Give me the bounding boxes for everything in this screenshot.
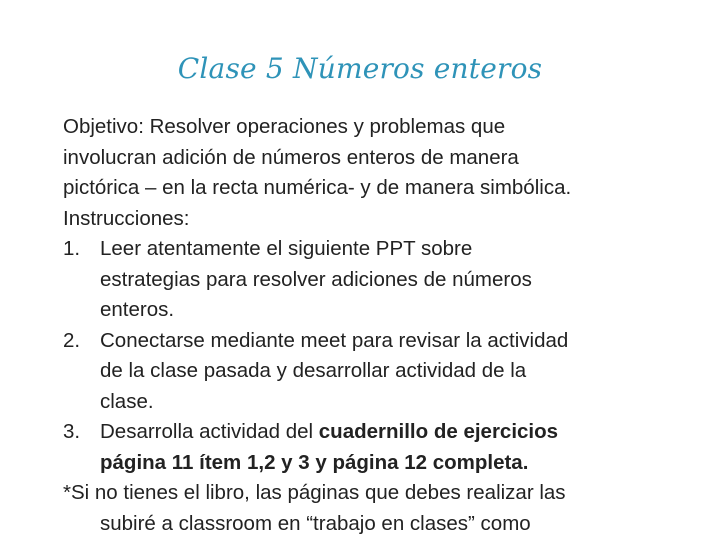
list-item-2-cont-1: de la clase pasada y desarrollar actividad de la: [100, 359, 527, 382]
bold-text: cuadernillo de ejercicios: [318, 420, 559, 443]
instructions-heading: Instrucciones:: [63, 206, 190, 230]
list-number: 3.: [63, 420, 81, 443]
list-item-1: [63, 234, 663, 265]
list-item-1-cont-2: enteros.: [100, 298, 175, 321]
list-number: 1.: [63, 237, 81, 260]
note-line-2: subiré a classroom en “trabajo en clases” como: [100, 511, 531, 535]
objective-line-2: involucran adición de números enteros de manera: [63, 145, 519, 169]
slide-body: [63, 112, 663, 539]
list-item-2: [63, 326, 663, 357]
list-item-3: [63, 417, 663, 448]
list-item-2-cont-2: clase.: [100, 389, 154, 413]
list-item-text: Conectarse mediante meet para revisar la actividad: [100, 328, 569, 352]
objective-line-1: Objetivo: Resolver operaciones y problemas que: [63, 115, 506, 138]
list-number: 2.: [63, 328, 81, 352]
list-item-3-cont-1: [63, 448, 663, 479]
note-line-1: *Si no tienes el libro, las páginas que debes realizar las: [63, 481, 566, 504]
objective-line-3: pictórica – en la recta numérica- y de manera simbólica.: [63, 176, 572, 199]
list-item-text: Leer atentamente el siguiente PPT sobre: [100, 237, 473, 260]
bold-text: página 11 ítem 1,2 y 3 y página 12 completa.: [100, 450, 529, 474]
list-item-text: Desarrolla actividad del: [100, 420, 319, 443]
slide-title: Clase 5 Números enteros: [177, 52, 543, 85]
list-item-1-cont-1: estrategias para resolver adiciones de números: [100, 267, 532, 291]
